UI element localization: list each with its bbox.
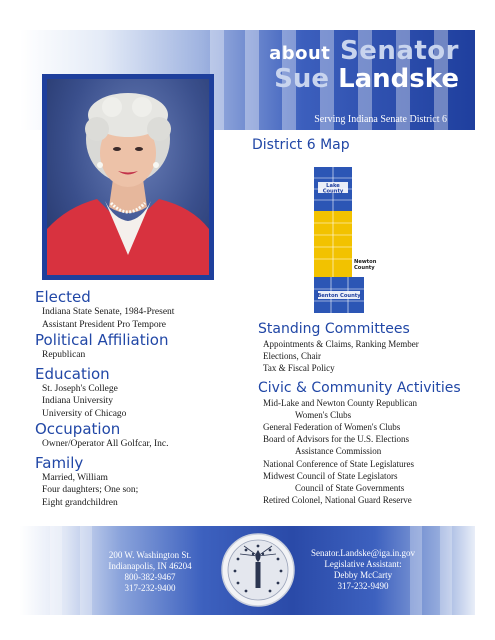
- list-item: Four daughters; One son;: [42, 485, 139, 495]
- heading-occupation: Occupation: [35, 420, 121, 438]
- heading-standing-committees: Standing Committees: [258, 321, 410, 337]
- heading-district-map: District 6 Map: [252, 137, 350, 153]
- senator-portrait: [42, 74, 214, 280]
- list-item: General Federation of Women's Clubs: [263, 422, 401, 433]
- list-item: Indiana State Senate, 1984-Present: [42, 307, 175, 317]
- list-item: Women's Clubs: [295, 409, 352, 420]
- assistant-phone: 317-232-9490: [337, 581, 389, 591]
- address-city: Indianapolis, IN 46204: [108, 561, 192, 571]
- heading-civic-activities: Civic & Community Activities: [258, 379, 461, 396]
- district-subtitle: Serving Indiana Senate District 6: [314, 114, 447, 125]
- list-item: Indiana University: [42, 396, 113, 406]
- list-item: Mid-Lake and Newton County Republican: [263, 397, 417, 408]
- title-senator: Senator: [339, 36, 459, 66]
- list-item: Assistance Commission: [295, 446, 382, 457]
- list-item: Elections, Chair: [263, 351, 321, 362]
- list-item: Board of Advisors for the U.S. Elections: [263, 434, 409, 445]
- map-benton-label: Benton County: [317, 293, 361, 299]
- phone-local: 317-232-9400: [124, 583, 176, 593]
- title-about: about: [269, 43, 331, 64]
- list-item: Appointments & Claims, Ranking Member: [263, 339, 419, 349]
- title-first-name: Sue: [274, 64, 329, 94]
- list-item: Council of State Governments: [295, 483, 405, 494]
- list-item: Owner/Operator All Golfcar, Inc.: [42, 439, 169, 449]
- portrait-image: [47, 79, 209, 275]
- list-item: Midwest Council of State Legislators: [263, 470, 398, 481]
- assistant-name: Debby McCarty: [333, 570, 393, 580]
- assistant-contact: [288, 548, 438, 592]
- footer-banner: [20, 526, 475, 615]
- heading-education: Education: [35, 364, 110, 383]
- list-item: Eight grandchildren: [42, 497, 118, 508]
- map-lake-label: Lake County: [322, 183, 344, 195]
- heading-family: Family: [35, 453, 84, 472]
- heading-elected: Elected: [35, 288, 91, 306]
- district-map: [310, 165, 390, 315]
- list-item: St. Joseph's College: [42, 383, 118, 394]
- list-item: University of Chicago: [42, 408, 127, 419]
- activities-column: [258, 320, 473, 506]
- heading-political-affiliation: Political Affiliation: [35, 331, 169, 349]
- state-seal-icon: [220, 532, 296, 608]
- email-link[interactable]: Senator.Landske@iga.in.gov: [310, 548, 416, 558]
- list-item: Assistant President Pro Tempore: [42, 319, 166, 330]
- title-last-name: Landske: [338, 64, 459, 94]
- page-title: [269, 38, 459, 92]
- phone-tollfree: 800-382-9467: [124, 572, 176, 582]
- list-item: Married, William: [42, 472, 108, 483]
- assistant-title: Legislative Assistant:: [324, 559, 402, 569]
- bio-column: [35, 288, 255, 509]
- map-newton-label: Newton County: [354, 259, 377, 271]
- list-item: Retired Colonel, National Guard Reserve: [263, 495, 412, 506]
- list-item: Tax & Fiscal Policy: [263, 363, 335, 374]
- fact-sheet: [20, 30, 475, 615]
- office-address: [90, 550, 210, 594]
- address-street: 200 W. Washington St.: [108, 550, 192, 560]
- list-item: National Conference of State Legislatures: [263, 458, 414, 469]
- list-item: Republican: [42, 350, 86, 360]
